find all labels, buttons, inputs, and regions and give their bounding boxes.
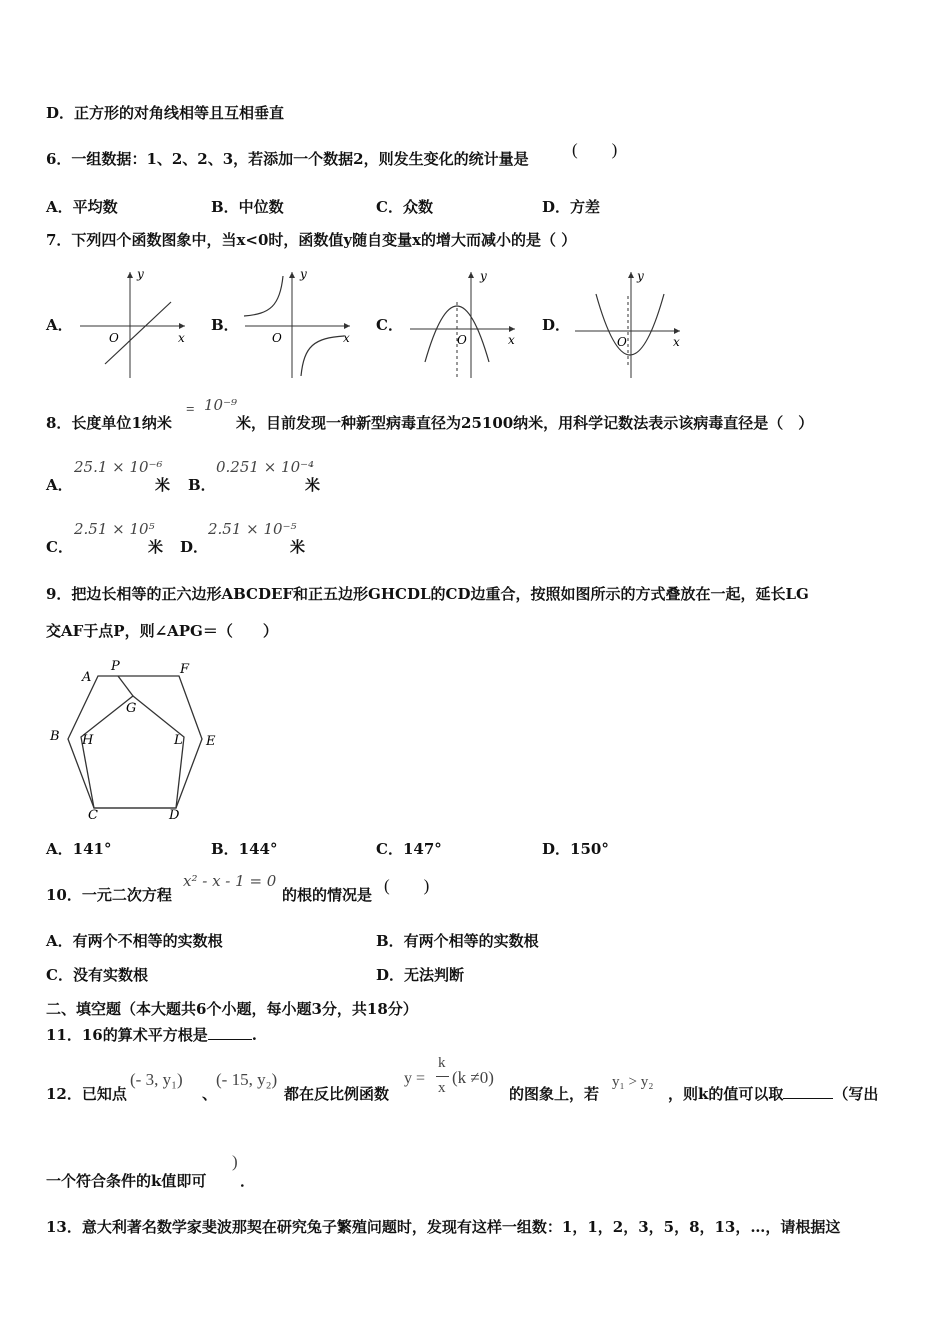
q12-func-numerator: k	[438, 1055, 446, 1071]
point-p-label: P	[111, 659, 120, 674]
q12-sep: 、	[202, 1085, 218, 1103]
q7c-y-label: y	[480, 269, 487, 283]
q7b-y-label: y	[300, 267, 307, 281]
q9-option-b: B．144°	[211, 840, 278, 858]
point-c-label: C	[88, 808, 98, 823]
q8-option-d-unit: 米	[290, 538, 306, 556]
q12-line2-end: ．	[240, 1172, 256, 1190]
q7-graph-d	[570, 266, 685, 380]
q12-point1: (- 3, y₁)	[130, 1070, 183, 1089]
q8-option-b-label: B．	[188, 476, 216, 494]
point-b-label: B	[50, 729, 60, 744]
section2-title: 二、填空题（本大题共6个小题，每小题3分，共18分）	[46, 1000, 418, 1018]
q7b-x-label: x	[343, 331, 350, 345]
q11-stem-b: .	[251, 1026, 257, 1044]
q8-option-d-expr: 2.51 × 10⁻⁵	[208, 520, 297, 538]
q12-func-condition: (k ≠0)	[452, 1068, 494, 1087]
q8-option-b-expr: 0.251 × 10⁻⁴	[216, 458, 315, 476]
point-g-label: G	[126, 701, 137, 716]
point-f-label: F	[180, 662, 190, 677]
q7-label-c: C．	[376, 316, 403, 334]
q7d-x-label: x	[673, 335, 680, 349]
q7-graph-b	[240, 266, 355, 380]
q9-stem-line2: 交AF于点P，则∠APG＝（ ）	[46, 622, 278, 640]
q13-stem: 13．意大利著名数学家斐波那契在研究兔子繁殖问题时，发现有这样一组数：1，1，2，3，5，8，13，…，请根据这	[46, 1218, 841, 1236]
q12-fraction-bar	[436, 1076, 449, 1077]
q9-stem-line1: 9．把边长相等的正六边形ABCDEF和正五边形GHCDL的CD边重合，按照如图所示的方式叠放在一起，延长LG	[46, 585, 809, 603]
q11-stem	[46, 1024, 257, 1045]
q7d-origin-label: O	[617, 335, 627, 349]
q10-stem-a: 10．一元二次方程	[46, 886, 172, 904]
q6-stem: 6．一组数据：1、2、2、3，若添加一个数据2，则发生变化的统计量是	[46, 150, 529, 168]
extension-lg-to-p	[118, 676, 133, 696]
q7a-x-label: x	[178, 331, 185, 345]
q12-point2: (- 15, y₂)	[216, 1070, 278, 1089]
q9-option-a: A．141°	[46, 840, 112, 858]
q12-stem-b: 都在反比例函数	[284, 1085, 390, 1103]
q7b-origin-label: O	[272, 331, 282, 345]
q7-label-d: D．	[542, 316, 571, 334]
q10-stem-b: 的根的情况是	[282, 886, 373, 904]
q11-answer-blank	[208, 1027, 252, 1040]
point-h-label: H	[82, 733, 94, 748]
q8-option-a-label: A．	[46, 476, 73, 494]
q7-label-b: B．	[211, 316, 239, 334]
q12-inequality: y₁ > y₂	[612, 1074, 654, 1090]
q6-answer-paren: ( )	[572, 140, 618, 159]
q8-stem-a: 8．长度单位1纳米	[46, 414, 172, 432]
q11-stem-a: 11．16的算术平方根是	[46, 1026, 208, 1044]
q12-line2-paren: )	[232, 1152, 238, 1171]
q6-option-c: C．众数	[376, 198, 433, 216]
q9-option-d: D．150°	[542, 840, 609, 858]
q12-stem-c: 的图象上，若	[509, 1085, 600, 1103]
q12-stem-d	[668, 1083, 878, 1104]
q8-option-b-unit: 米	[305, 476, 321, 494]
q10-option-c: C．没有实数根	[46, 966, 148, 984]
q6-option-b: B．中位数	[211, 198, 284, 216]
q8-option-a-expr: 25.1 × 10⁻⁶	[74, 458, 163, 476]
point-l-label: L	[174, 733, 183, 748]
point-d-label: D	[169, 808, 180, 823]
q6-option-d: D．方差	[542, 198, 601, 216]
q7c-origin-label: O	[457, 333, 467, 347]
q12-stem-d-text: ，则k的值可以取	[668, 1085, 784, 1103]
q7-graph-a	[75, 266, 190, 380]
q8-option-a-unit: 米	[155, 476, 171, 494]
q7-graph-c	[405, 266, 520, 380]
q9-option-c: C．147°	[376, 840, 442, 858]
q7c-x-label: x	[508, 333, 515, 347]
q7-label-a: A．	[46, 316, 73, 334]
q10-option-a: A．有两个不相等的实数根	[46, 932, 223, 950]
q12-func-lhs: y =	[404, 1070, 426, 1087]
q8-stem-b: 米，目前发现一种新型病毒直径为25100纳米，用科学记数法表示该病毒直径是（ ）	[236, 414, 814, 432]
q7d-y-label: y	[637, 269, 644, 283]
q12-stem-a: 12．已知点	[46, 1085, 127, 1103]
q9-hexagon-pentagon-figure	[44, 656, 234, 824]
q7-stem: 7．下列四个函数图象中，当x<0时，函数值y随自变量x的增大而减小的是（ ）	[46, 231, 577, 249]
q7a-y-label: y	[137, 267, 144, 281]
q7a-origin-label: O	[109, 331, 119, 345]
q12-stem-e: （写出	[833, 1085, 879, 1103]
q10-option-b: B．有两个相等的实数根	[376, 932, 539, 950]
q10-answer-paren: ( )	[384, 876, 430, 895]
q12-stem-line2: 一个符合条件的k值即可	[46, 1172, 207, 1190]
q8-option-d-label: D．	[180, 538, 209, 556]
q8-equals: =	[186, 402, 195, 418]
q8-option-c-unit: 米	[148, 538, 164, 556]
q6-option-a: A．平均数	[46, 198, 118, 216]
q8-option-c-label: C．	[46, 538, 73, 556]
q12-answer-blank	[783, 1086, 833, 1099]
q8-unit-expr: 10⁻⁹	[204, 396, 238, 414]
q10-option-d: D．无法判断	[376, 966, 465, 984]
q10-equation: x² - x - 1 = 0	[183, 872, 277, 890]
point-a-label: A	[82, 670, 92, 685]
q5-option-d: D．正方形的对角线相等且互相垂直	[46, 104, 285, 122]
point-e-label: E	[206, 734, 216, 749]
q8-option-c-expr: 2.51 × 10⁵	[74, 520, 155, 538]
q12-func-denominator: x	[438, 1080, 446, 1096]
